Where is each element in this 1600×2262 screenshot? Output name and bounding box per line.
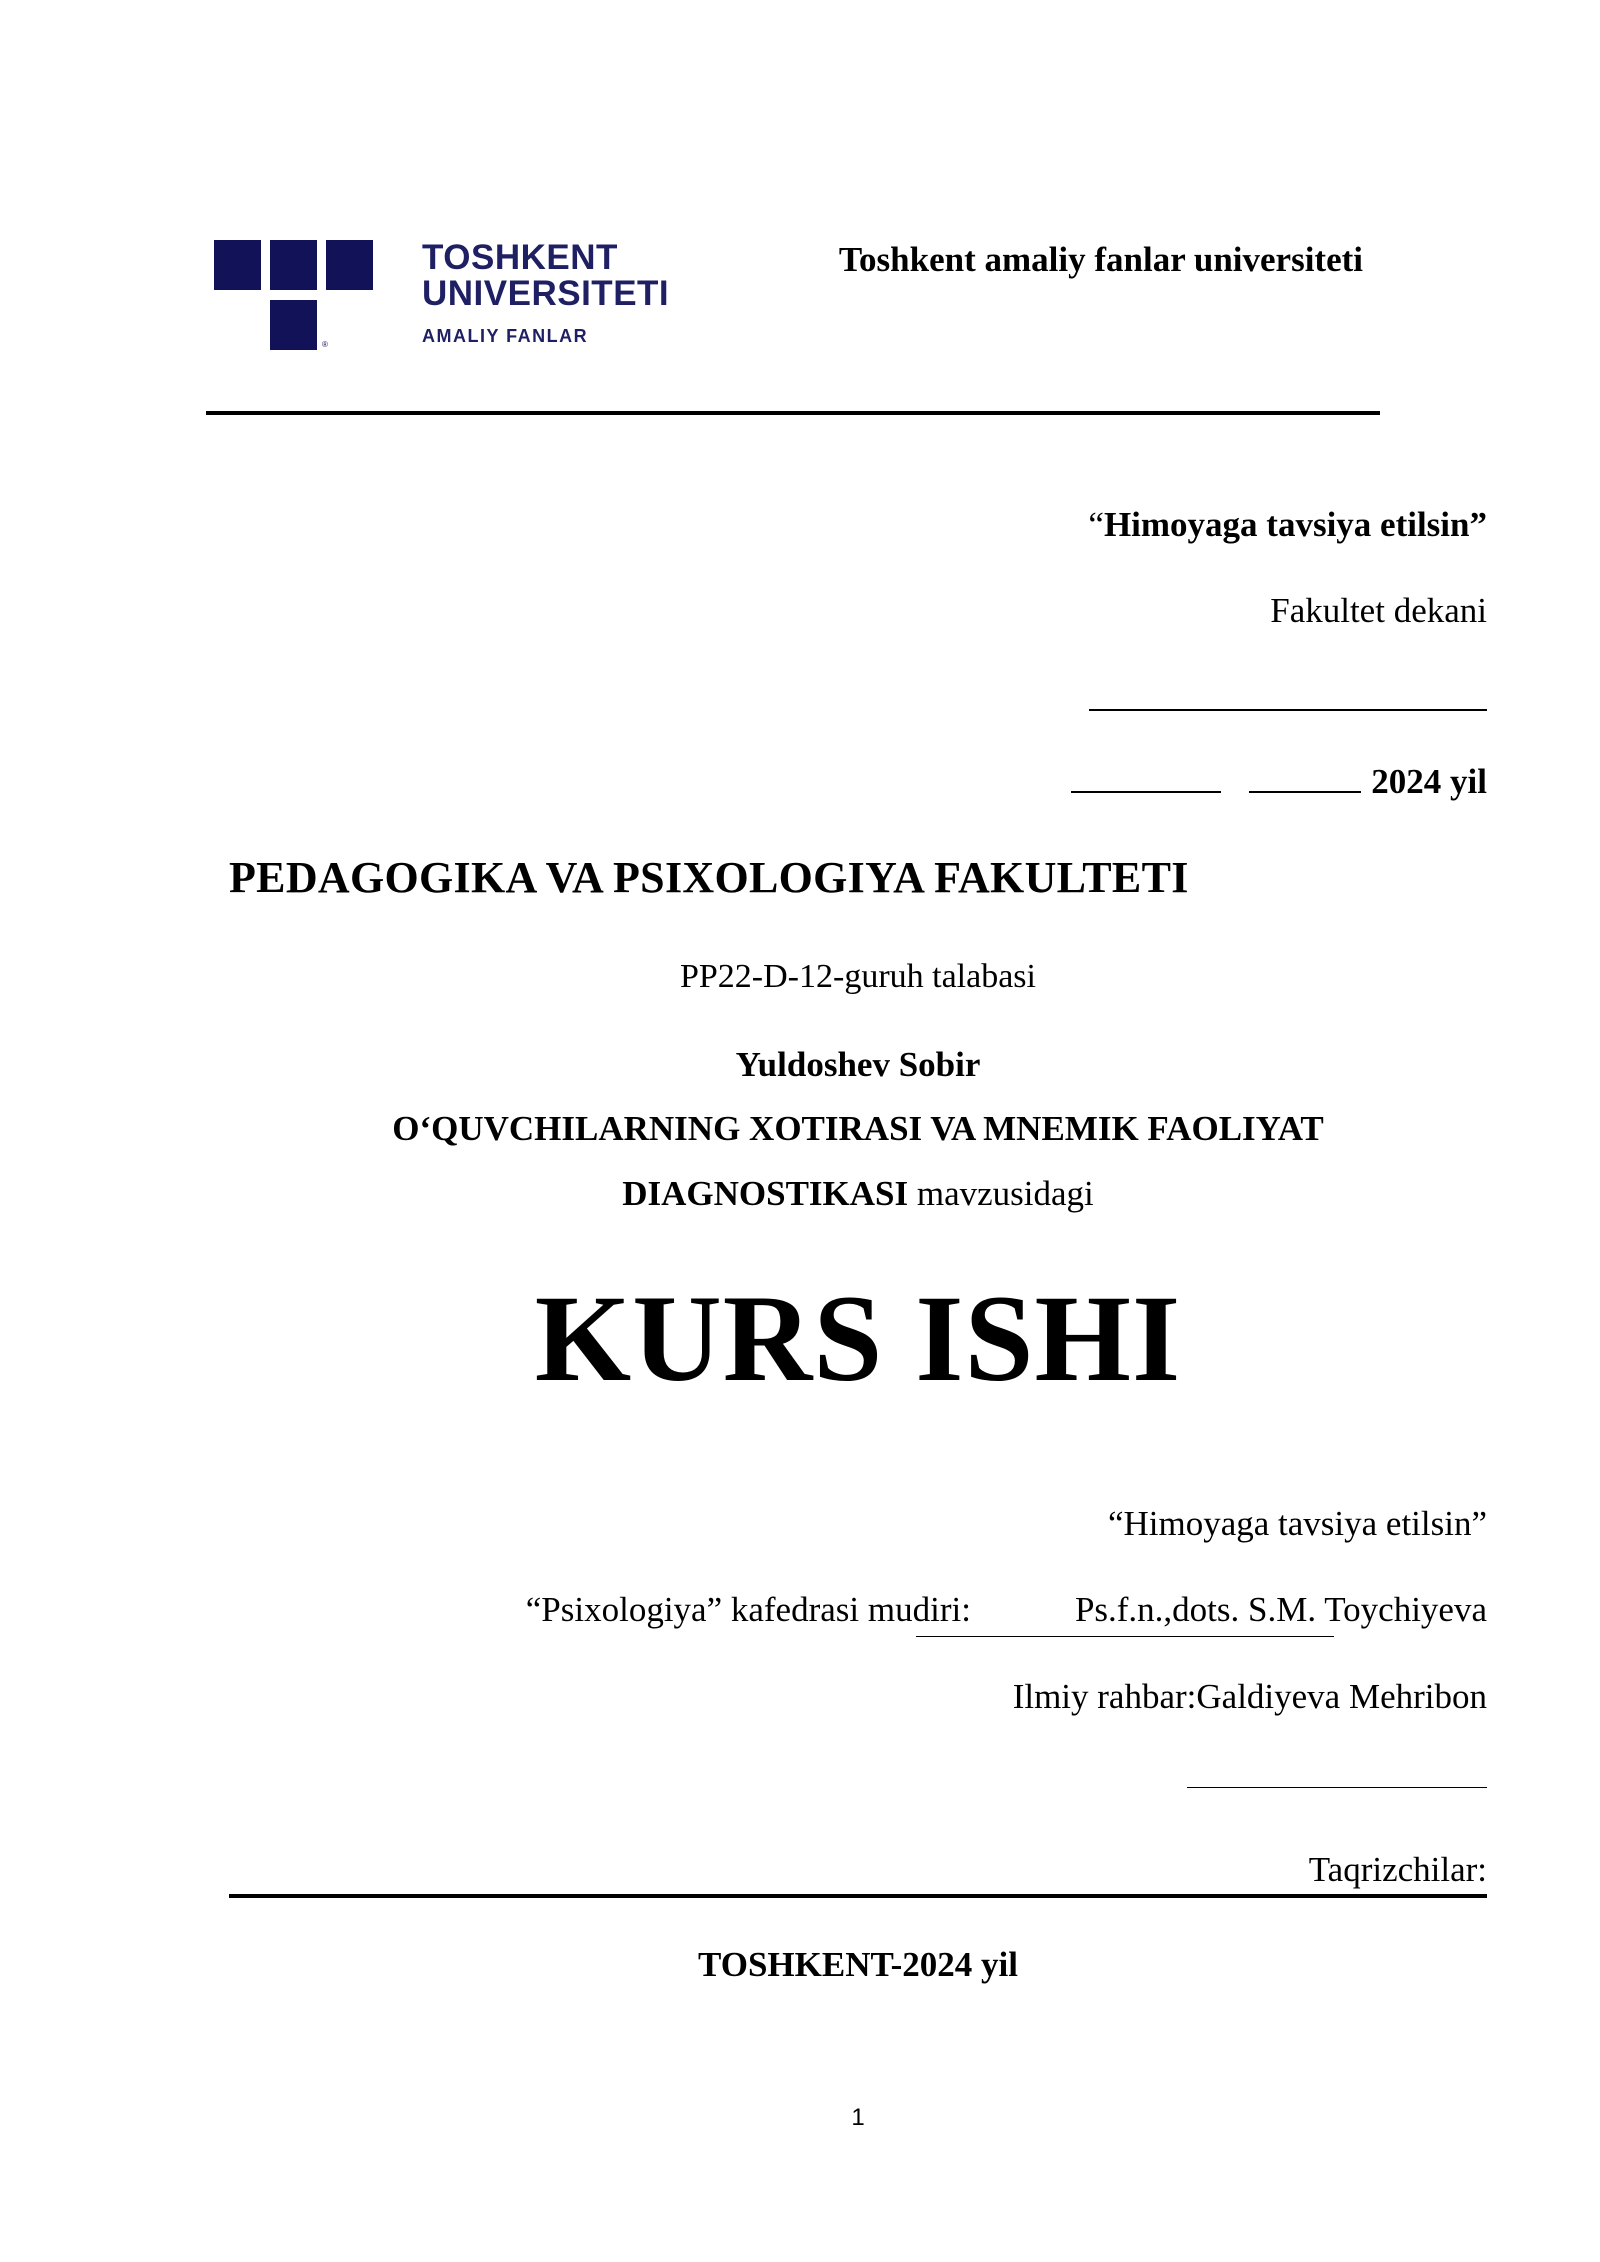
topic-line-2-rest: mavzusidagi bbox=[908, 1174, 1094, 1213]
dean-signature-line bbox=[1089, 709, 1487, 711]
topic-line-2-bold: DIAGNOSTIKASI bbox=[622, 1174, 909, 1213]
quote-open: “ bbox=[1088, 505, 1104, 544]
supervisor: Ilmiy rahbar:Galdiyeva Mehribon bbox=[1012, 1677, 1487, 1716]
kafedra-label: “Psixologiya” kafedrasi mudiri: bbox=[525, 1590, 971, 1629]
logo-line-1: TOSHKENT bbox=[422, 238, 618, 277]
approval-title-text: Himoyaga tavsiya etilsin bbox=[1103, 505, 1470, 544]
student-group: PP22-D-12-guruh talabasi bbox=[679, 958, 1036, 995]
dean-position: Fakultet dekani bbox=[1270, 591, 1487, 630]
page-number: 1 bbox=[851, 2104, 865, 2131]
logo-text bbox=[422, 240, 669, 347]
approval-title-bottom: “Himoyaga tavsiya etilsin” bbox=[1107, 1504, 1487, 1543]
logo-mark-icon: ® bbox=[214, 240, 374, 355]
header-divider bbox=[206, 411, 1380, 415]
footer-divider bbox=[229, 1894, 1487, 1898]
approval-year: 2024 yil bbox=[1371, 762, 1487, 801]
city-year: TOSHKENT-2024 yil bbox=[698, 1945, 1018, 1984]
approval-date bbox=[1071, 761, 1487, 802]
kafedra-signature-line bbox=[916, 1636, 1334, 1637]
approval-title-top bbox=[1088, 505, 1487, 545]
date-month-blank bbox=[1249, 761, 1361, 793]
logo-line-2: UNIVERSITETI bbox=[422, 274, 670, 313]
student-name: Yuldoshev Sobir bbox=[735, 1045, 981, 1084]
kafedra-head-name: Ps.f.n.,dots. S.M. Toychiyeva bbox=[1074, 1590, 1487, 1629]
university-name: Toshkent amaliy fanlar universiteti bbox=[838, 240, 1363, 279]
kafedra-head-row bbox=[526, 1590, 1487, 1630]
document-type: KURS ISHI bbox=[534, 1270, 1182, 1407]
faculty-name: PEDAGOGIKA VA PSIXOLOGIYA FAKULTETI bbox=[229, 853, 1189, 902]
topic-line-2 bbox=[0, 1174, 1600, 1214]
date-day-blank bbox=[1071, 761, 1221, 793]
reviewers-label: Taqrizchilar: bbox=[1308, 1850, 1487, 1889]
logo-line-3: AMALIY FANLAR bbox=[422, 326, 589, 346]
quote-close: ” bbox=[1469, 505, 1487, 544]
topic-line-1: O‘QUVCHILARNING XOTIRASI VA MNEMIK FAOLIYAT bbox=[392, 1109, 1324, 1148]
supervisor-signature-line bbox=[1187, 1787, 1487, 1788]
university-logo bbox=[214, 240, 674, 360]
